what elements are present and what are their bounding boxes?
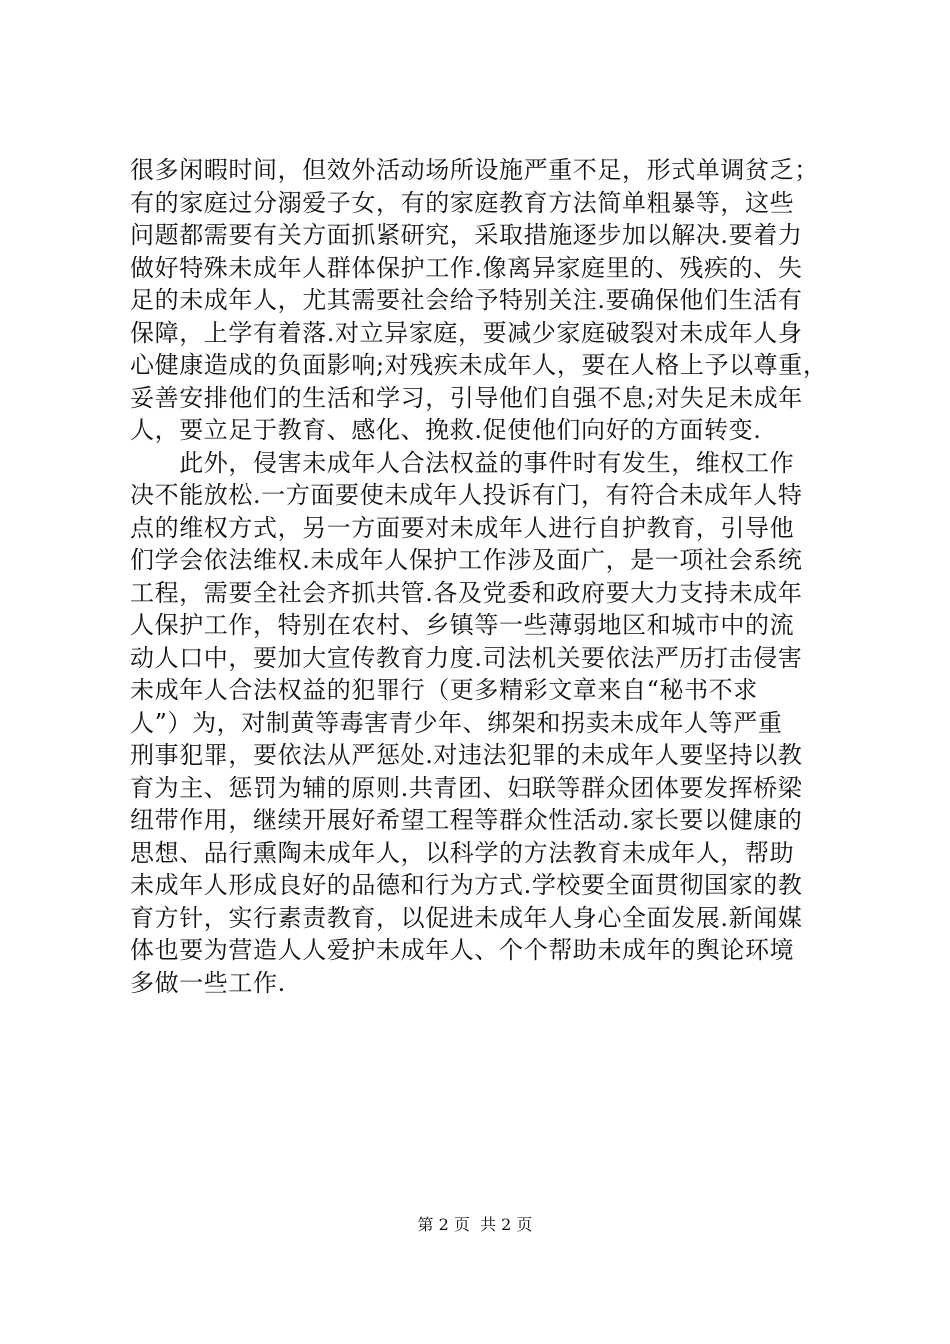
text-line: 人，要立足于教育、感化、挽救.促使他们向好的方面转变. xyxy=(130,416,762,444)
text-line: 多做一些工作. xyxy=(130,968,286,997)
text-line: 此外，侵害未成年人合法权益的事件时有发生，维权工作 xyxy=(130,448,795,477)
text-line: 未成年人形成良好的品德和行为方式.学校要全面贯彻国家的教 xyxy=(130,871,803,899)
text-line: 决不能放松.一方面要使未成年人投诉有门，有符合未成年人特 xyxy=(130,481,803,509)
text-line: 未成年人合法权益的犯罪行（更多精彩文章来自“秘书不求 xyxy=(130,676,758,704)
text-line: 刑事犯罪，要依法从严惩处.对违法犯罪的未成年人要坚持以教 xyxy=(130,741,803,769)
text-line: 育方针，实行素责教育，以促进未成年人身心全面发展.新闻媒 xyxy=(130,903,803,932)
text-line: 点的维权方式，另一方面要对未成年人进行自护教育，引导他 xyxy=(130,513,795,542)
document-body xyxy=(130,154,830,999)
text-line: 思想、品行熏陶未成年人，以科学的方法教育未成年人，帮助 xyxy=(130,838,795,867)
text-line: 心健康造成的负面影响;对残疾未成年人，要在人格上予以尊重， xyxy=(130,351,828,379)
text-line: 们学会依法维权.未成年人保护工作涉及面广，是一项社会系统 xyxy=(130,546,803,574)
text-line: 足的未成年人，尤其需要社会给予特别关注.要确保他们生活有 xyxy=(130,286,803,314)
text-line: 人保护工作，特别在农村、乡镇等一些薄弱地区和城市中的流 xyxy=(130,611,795,639)
text-line: 保障，上学有着落.对立异家庭，要减少家庭破裂对未成年人身 xyxy=(130,318,803,347)
text-line: 动人口中，要加大宣传教育力度.司法机关要依法严历打击侵害 xyxy=(130,643,803,672)
text-line: 做好特殊未成年人群体保护工作.像离异家庭里的、残疾的、失 xyxy=(130,253,803,282)
text-line: 妥善安排他们的生活和学习，引导他们自强不息;对失足未成年 xyxy=(130,383,803,412)
text-line: 体也要为营造人人爱护未成年人、个个帮助未成年的舆论环境 xyxy=(130,936,795,964)
text-line: 纽带作用，继续开展好希望工程等群众性活动.家长要以健康的 xyxy=(130,806,803,834)
text-line: 工程，需要全社会齐抓共管.各及党委和政府要大力支持未成年 xyxy=(130,578,803,607)
text-line: 问题都需要有关方面抓紧研究，采取措施逐步加以解决.要着力 xyxy=(130,221,803,249)
text-line: 有的家庭过分溺爱子女，有的家庭教育方法简单粗暴等，这些 xyxy=(130,188,795,217)
text-line: 人”）为，对制黄等毒害青少年、绑架和拐卖未成年人等严重 xyxy=(130,708,783,737)
text-line: 很多闲暇时间，但效外活动场所设施严重不足，形式单调贫乏； xyxy=(130,156,819,184)
page-number-label: 第 2 页 共 2 页 xyxy=(417,1215,533,1234)
page-footer xyxy=(0,1215,950,1235)
text-line: 育为主、惩罚为辅的原则.共青团、妇联等群众团体要发挥桥梁 xyxy=(130,773,803,802)
